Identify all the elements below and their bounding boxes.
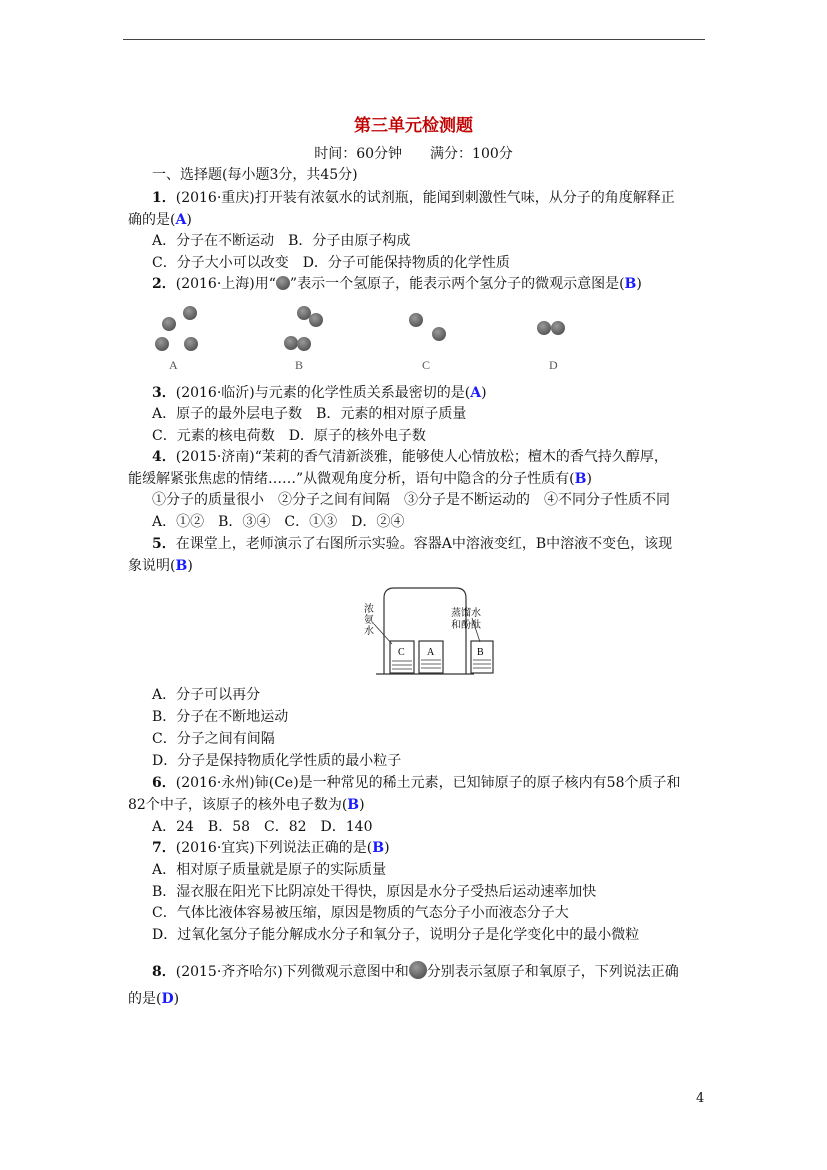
q1-options-2: C．分子大小可以改变 D．分子可能保持物质的化学性质 [152, 255, 510, 271]
question-text: (2016·永州)铈(Ce)是一种常见的稀土元素，已知铈原子的原子核内有58个质子和 [175, 775, 681, 791]
q7-option-d: D．过氧化氢分子能分解成水分子和氧分子，说明分子是化学变化中的最小微粒 [152, 927, 640, 943]
beaker-label: A [427, 647, 435, 658]
atom-icon [155, 337, 169, 351]
hydrogen-atom-icon [276, 276, 290, 290]
q1-options-1: A．分子在不断运动 B．分子由原子构成 [152, 233, 411, 249]
answer: B [372, 840, 385, 856]
answer: B [574, 471, 587, 487]
header-rule [123, 39, 705, 40]
question-number: 1． [152, 190, 176, 206]
answer: A [175, 212, 187, 228]
question-1 [152, 188, 675, 208]
question-3: 3．(2016·临沂)与元素的化学性质关系最密切的是(A) [152, 385, 487, 401]
question-text: (2016·宜宾)下列说法正确的是( [175, 840, 373, 856]
q7-option-a: A．相对原子质量就是原子的实际质量 [152, 862, 387, 878]
beaker-label: B [477, 647, 484, 658]
q3-options-2: C．元素的核电荷数 D．原子的核外电子数 [152, 428, 426, 444]
page-number: 4 [696, 1091, 705, 1106]
question-text: (2015·济南)“茉莉的香气清新淡雅，能够使人心情放松；檀木的香气持久醇厚， [175, 449, 668, 465]
question-8-cont: 的是(D) [128, 991, 180, 1007]
oxygen-atom-icon [409, 961, 427, 979]
atom-icon [184, 337, 198, 351]
q4-options: A．①② B．③④ C．①③ D．②④ [152, 514, 405, 530]
q3-options-1: A．原子的最外层电子数 B．元素的相对原子质量 [152, 406, 467, 422]
question-text: 分别表示氢原子和氧原子，下列说法正确 [426, 964, 679, 980]
beaker-label: C [398, 647, 405, 658]
question-text: (2015·齐齐哈尔)下列微观示意图中和 [175, 964, 409, 980]
answer: A [470, 385, 482, 401]
question-4 [152, 447, 668, 467]
answer: B [624, 276, 637, 292]
q5-option-a: A．分子可以再分 [152, 687, 261, 703]
option-label: A [169, 358, 178, 372]
reagent-label-right: 蒸馏水和酚酞 [451, 608, 481, 631]
atom-icon [297, 337, 311, 351]
question-1-cont: 确的是(A) [128, 212, 192, 228]
q7-option-b: B．湿衣服在阳光下比阴凉处干得快，原因是水分子受热后运动速率加快 [152, 884, 597, 900]
question-text: 确的是( [128, 212, 176, 228]
section-heading: 一、选择题(每小题3分，共45分) [152, 167, 358, 183]
q6-options: A．24 B．58 C．82 D．140 [152, 819, 373, 835]
exam-info: 时间：60分钟 满分：100分 [314, 146, 513, 162]
atom-icon [162, 317, 176, 331]
question-number: 6． [152, 775, 176, 791]
page-title: 第三单元检测题 [354, 116, 473, 136]
q5-option-d: D．分子是保持物质化学性质的最小粒子 [152, 753, 402, 769]
question-number: 3． [152, 385, 176, 401]
question-4-cont: 能缓解紧张焦虑的情绪……”从微观角度分析，语句中隐含的分子性质有(B) [128, 471, 592, 487]
question-2: 2．(2016·上海)用“ ”表示一个氢原子，能表示两个氢分子的微观示意图是(B) [152, 276, 642, 292]
question-text: (2016·重庆)打开装有浓氨水的试剂瓶，能闻到刺激性气味，从分子的角度解释正 [175, 190, 675, 206]
atom-icon [284, 336, 298, 350]
question-7: 7．(2016·宜宾)下列说法正确的是(B) [152, 840, 390, 856]
atom-icon [537, 321, 551, 335]
question-number: 5． [152, 536, 176, 552]
question-8 [152, 961, 679, 982]
option-label: D [549, 358, 558, 372]
answer: B [347, 797, 360, 813]
question-number: 7． [152, 840, 176, 856]
atom-icon [183, 306, 197, 320]
option-label: C [422, 358, 431, 372]
atom-icon [551, 321, 565, 335]
q5-option-b: B．分子在不断地运动 [152, 709, 289, 725]
question-text: (2016·上海)用“ [175, 276, 276, 292]
question-6 [152, 773, 681, 793]
q7-option-c: C．气体比液体容易被压缩，原因是物质的气态分子小而液态分子大 [152, 905, 569, 921]
question-text: 82个中子，该原子的核外电子数为( [128, 797, 348, 813]
question-text: 在课堂上，老师演示了右图所示实验。容器A中溶液变红，B中溶液不变色，该现 [175, 536, 673, 552]
question-text: ”表示一个氢原子，能表示两个氢分子的微观示意图是( [289, 276, 625, 292]
question-text: 能缓解紧张焦虑的情绪……”从微观角度分析，语句中隐含的分子性质有( [128, 471, 575, 487]
question-text: 的是( [128, 991, 162, 1007]
question-text: 象说明( [128, 558, 176, 574]
question-number: 4． [152, 449, 176, 465]
q4-statements: ①分子的质量很小 ②分子之间有间隔 ③分子是不断运动的 ④不同分子性质不同 [152, 492, 670, 508]
atom-icon [432, 327, 446, 341]
question-text: (2016·临沂)与元素的化学性质关系最密切的是( [175, 385, 471, 401]
atom-icon [409, 313, 423, 327]
atom-icon [309, 313, 323, 327]
question-6-cont: 82个中子，该原子的核外电子数为(B) [128, 797, 365, 813]
answer: D [161, 991, 174, 1007]
q5-option-c: C．分子之间有间隔 [152, 731, 275, 747]
question-5 [152, 534, 672, 554]
reagent-label-left: 浓氨水 [364, 604, 374, 637]
option-label: B [295, 358, 304, 372]
question-number: 8． [152, 964, 176, 980]
answer: B [175, 558, 188, 574]
question-number: 2． [152, 276, 176, 292]
question-5-cont: 象说明(B) [128, 558, 193, 574]
